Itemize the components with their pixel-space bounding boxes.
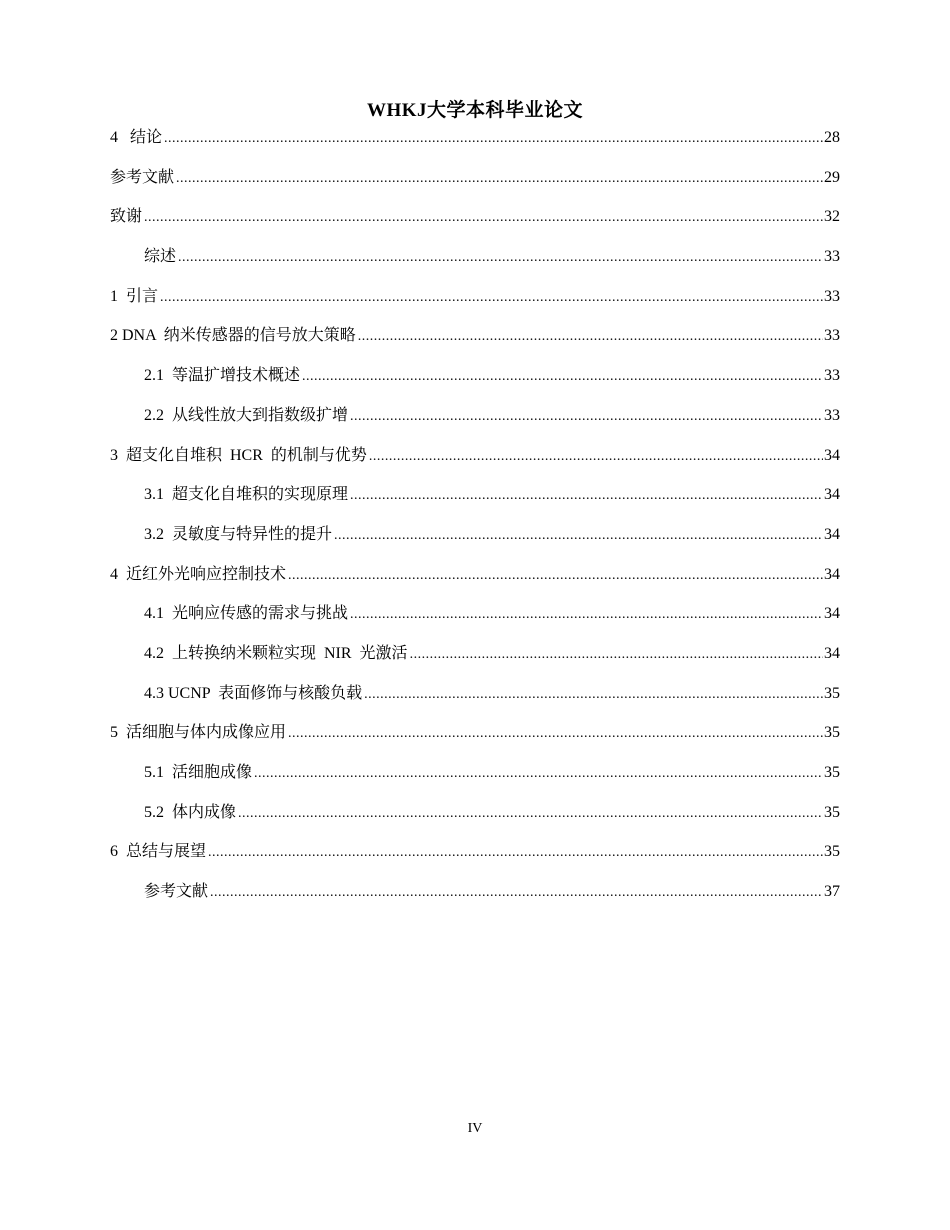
toc-dot-leader (210, 879, 823, 907)
toc-entry[interactable] (110, 680, 840, 720)
toc-entry[interactable] (110, 759, 840, 799)
toc-entry[interactable] (110, 799, 840, 839)
toc-entry-title: 2 DNA 纳米传感器的信号放大策略 (110, 327, 356, 345)
toc-entry-title: 3 超支化自堆积 HCR 的机制与优势 (110, 446, 367, 464)
toc-entry-title: 4 结论 (110, 129, 163, 146)
toc-entry-title: 6 总结与展望 (110, 843, 207, 861)
toc-entry[interactable] (110, 164, 840, 204)
toc-entry[interactable] (110, 719, 840, 759)
toc-entry-page: 33 (824, 327, 840, 345)
page-header-title: WHKJ大学本科毕业论文 (366, 100, 584, 121)
toc-dot-leader (164, 125, 823, 153)
toc-entry-title: 5 活细胞与体内成像应用 (110, 724, 287, 742)
toc-entry[interactable] (110, 640, 840, 680)
toc-entry-title: 参考文献 (110, 168, 175, 186)
toc-dot-leader (160, 284, 823, 312)
toc-entry[interactable] (110, 203, 840, 243)
toc-dot-leader (176, 165, 823, 193)
toc-entry-page: 35 (824, 684, 840, 702)
toc-dot-leader (288, 720, 823, 748)
toc-entry-title: 3.1 超支化自堆积的实现原理 (144, 486, 349, 504)
toc-entry-page: 33 (824, 248, 840, 266)
toc-dot-leader (334, 522, 823, 550)
toc-entry-title: 致谢 (110, 208, 143, 226)
toc-dot-leader (144, 204, 823, 232)
toc-entry-page: 34 (824, 644, 840, 662)
toc-entry-page: 33 (824, 406, 840, 424)
toc-dot-leader (178, 244, 823, 272)
toc-entry-page: 34 (824, 605, 840, 623)
toc-dot-leader (358, 323, 823, 351)
toc-entry-page: 35 (824, 764, 840, 781)
toc-dot-leader (302, 363, 823, 391)
toc-dot-leader (254, 760, 823, 788)
toc-dot-leader (350, 601, 823, 629)
toc-entry-title: 4.3 UCNP 表面修饰与核酸负载 (144, 684, 363, 702)
toc-entry[interactable] (110, 600, 840, 640)
toc-entry[interactable] (110, 838, 840, 878)
toc-entry[interactable] (110, 283, 840, 323)
toc-entry-title: 4.2 上转换纳米颗粒实现 NIR 光激活 (144, 644, 408, 662)
toc-entry-page: 34 (824, 525, 840, 543)
toc-entry-title: 3.2 灵敏度与特异性的提升 (144, 525, 333, 543)
table-of-contents (110, 124, 840, 918)
page-number: IV (467, 1121, 483, 1136)
toc-entry-page: 37 (824, 883, 840, 901)
toc-entry-title: 4 近红外光响应控制技术 (110, 565, 287, 583)
toc-dot-leader (410, 641, 823, 669)
toc-entry[interactable] (110, 362, 840, 402)
toc-entry-page: 34 (824, 486, 840, 504)
toc-entry[interactable] (110, 124, 840, 164)
toc-entry-title: 5.2 体内成像 (144, 803, 237, 821)
toc-dot-leader (350, 482, 823, 510)
toc-dot-leader (364, 681, 823, 709)
toc-entry-page: 29 (824, 168, 840, 186)
toc-dot-leader (208, 839, 823, 867)
toc-entry-page: 33 (824, 287, 840, 305)
toc-entry[interactable] (110, 322, 840, 362)
toc-entry[interactable] (110, 521, 840, 561)
toc-entry-page: 34 (824, 565, 840, 583)
toc-entry-title: 2.2 从线性放大到指数级扩增 (144, 406, 349, 424)
toc-entry-title: 综述 (144, 248, 177, 266)
toc-entry-title: 参考文献 (144, 883, 209, 901)
toc-entry-page: 32 (824, 208, 840, 226)
toc-entry[interactable] (110, 561, 840, 601)
toc-entry-page: 33 (824, 367, 840, 385)
toc-dot-leader (350, 403, 823, 431)
toc-entry-title: 1 引言 (110, 287, 159, 305)
toc-entry-title: 2.1 等温扩增技术概述 (144, 367, 301, 385)
toc-entry[interactable] (110, 442, 840, 482)
toc-entry-page: 35 (824, 803, 840, 821)
toc-entry-page: 28 (824, 129, 840, 146)
toc-dot-leader (288, 562, 823, 590)
toc-entry[interactable] (110, 878, 840, 918)
toc-dot-leader (369, 443, 823, 471)
toc-entry-page: 35 (824, 724, 840, 742)
toc-entry-title: 4.1 光响应传感的需求与挑战 (144, 605, 349, 623)
toc-entry[interactable] (110, 243, 840, 283)
toc-dot-leader (238, 800, 823, 828)
toc-entry-page: 34 (824, 446, 840, 464)
toc-entry[interactable] (110, 481, 840, 521)
toc-entry-page: 35 (824, 843, 840, 861)
toc-entry[interactable] (110, 402, 840, 442)
toc-entry-title: 5.1 活细胞成像 (144, 764, 253, 781)
